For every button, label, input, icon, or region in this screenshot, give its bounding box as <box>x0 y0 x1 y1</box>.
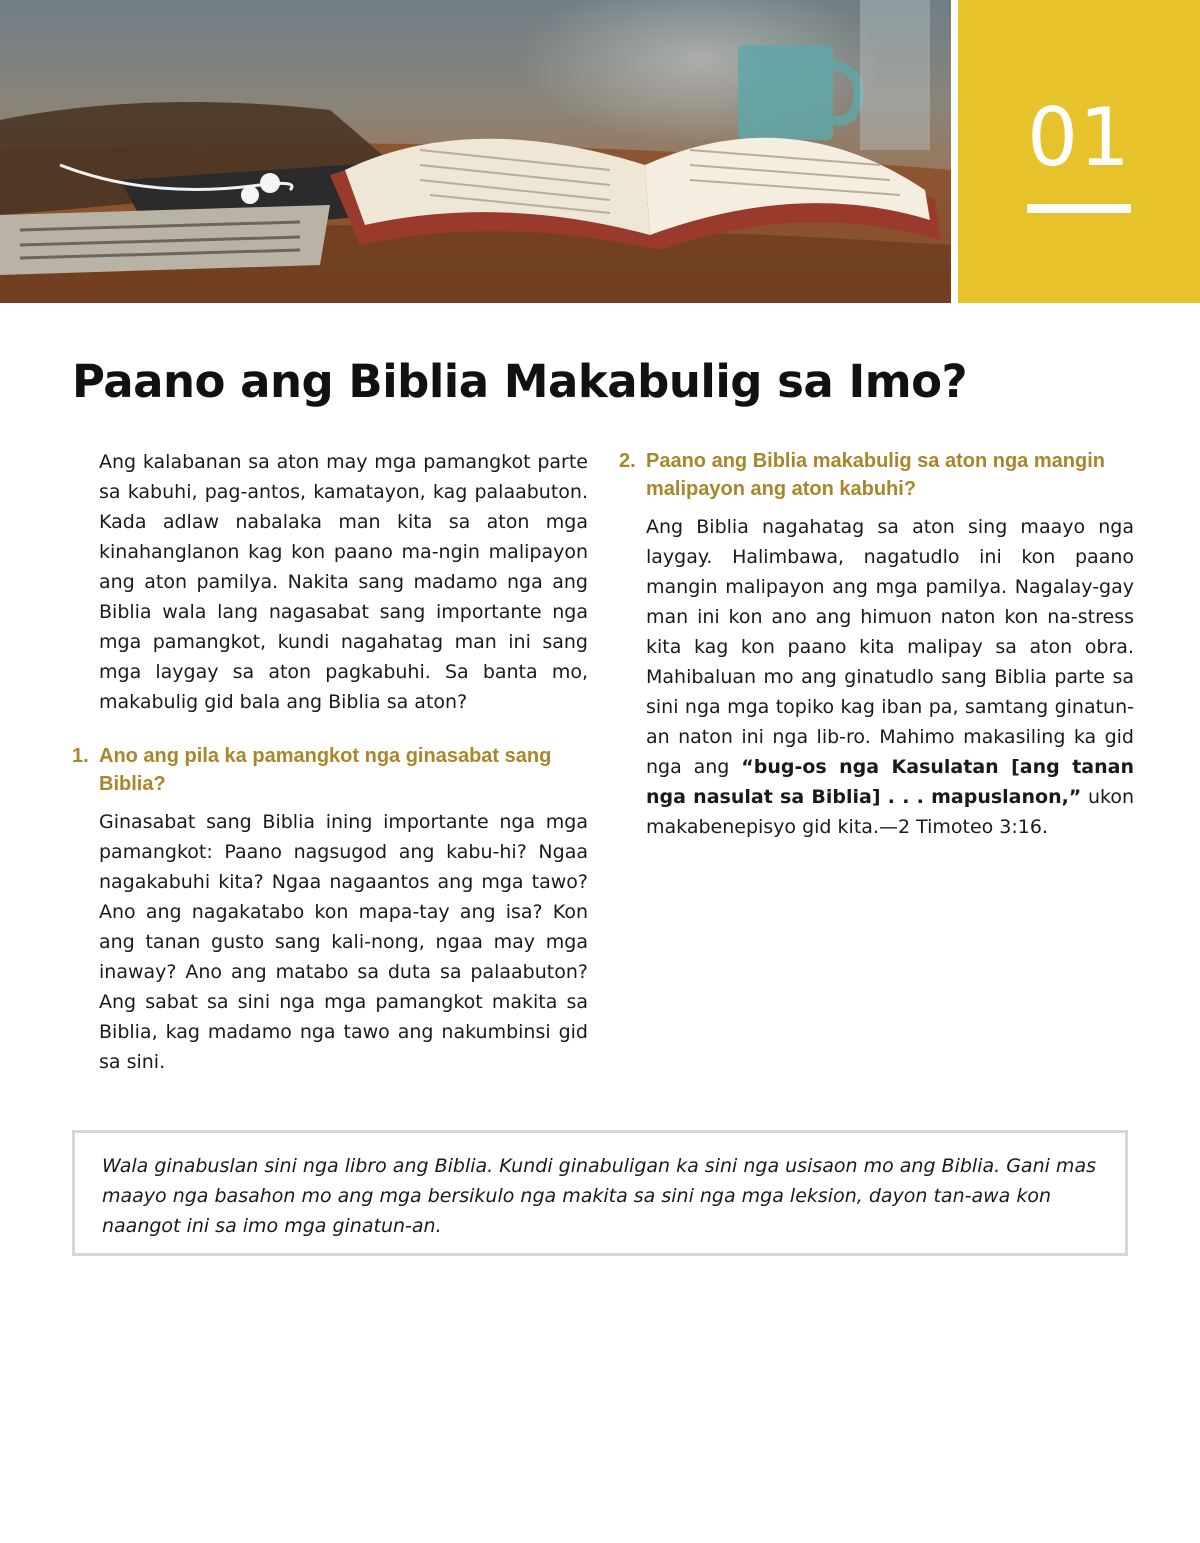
answer-1-paragraph: Ginasabat sang Biblia ining importante nga mga pamangkot: Paano nagsugod ang kabu-hi? Ngaa nagakabuhi kita? Ngaa nagaantos ang mga tawo? Ano ang nagakatabo kon mapa-tay ang isa? Kon ang tanan gusto sang kali-nong, ngaa may mga inaway? Ano ang matabo sa duta sa palaabuton? Ang sabat sa sini nga mga pamangkot makita sa Biblia, kag madamo nga tawo ang nakumbinsi gid sa sini. <box>99 811 588 1073</box>
question-1-number: 1. <box>72 745 89 767</box>
scripture-quote: “bug-os nga Kasulatan [ang tanan nga nasulat sa Biblia] . . . mapuslanon,” <box>646 756 1134 808</box>
right-column <box>619 447 1134 842</box>
chapter-box <box>958 0 1200 303</box>
answer-2-text-start: Ang Biblia nagahatag sa aton sing maayo nga laygay. Halimbawa, nagatudlo ini kon paano mangin malipayon ang mga pamilya. Nagalay-gay man ini kon ano ang himuon naton kon na-stress kita kag kon paano kita malipay sa aton obra. Mahibaluan mo ang ginatudlo sang Biblia parte sa sini nga mga topiko kag iban pa, samtang ginatun-an naton ini nga lib-ro. Mahimo makasiling ka gid nga ang <box>646 516 1134 778</box>
question-2-text: Paano ang Biblia makabulig sa aton nga mangin malipayon ang aton kabuhi? <box>646 450 1105 500</box>
question-1 <box>72 742 588 798</box>
header-image <box>0 0 951 303</box>
question-2 <box>619 447 1134 503</box>
note-text: Wala ginabuslan sini nga libro ang Biblia. Kundi ginabuligan ka sini nga usisaon mo ang Biblia. Gani mas maayo nga basahon mo ang mga bersikulo nga makita sa sini nga mga leksion, dayon tan-awa kon naangot ini sa imo mga ginatun-an. <box>102 1155 1096 1237</box>
intro-paragraph: Ang kalabanan sa aton may mga pamangkot parte sa kabuhi, pag-antos, kamatayon, kag palaabuton. Kada adlaw nabalaka man kita sa aton mga kinahanglanon kag kon paano ma-ngin malipayon ang aton pamilya. Nakita sang madamo nga ang Biblia wala lang nagasabat sang importante nga mga pamangkot, kundi nagahatag man ini sang mga laygay sa aton pagkabuhi. Sa banta mo, makabulig gid bala ang Biblia sa aton? <box>99 451 588 713</box>
page-title: Paano ang Biblia Makabulig sa Imo? <box>72 355 968 408</box>
bible-photo-illustration <box>0 0 951 303</box>
note-box <box>72 1130 1128 1256</box>
left-column <box>72 447 588 1077</box>
answer-2-text-end: ukon makabenepisyo gid kita.—2 Timoteo 3:16. <box>646 786 1134 838</box>
chapter-number: 01 <box>1027 91 1131 184</box>
question-2-number: 2. <box>619 450 636 472</box>
answer-2-paragraph <box>646 512 1134 842</box>
chapter-underline <box>1027 204 1131 213</box>
question-1-text: Ano ang pila ka pamangkot nga ginasabat sang Biblia? <box>99 745 552 795</box>
